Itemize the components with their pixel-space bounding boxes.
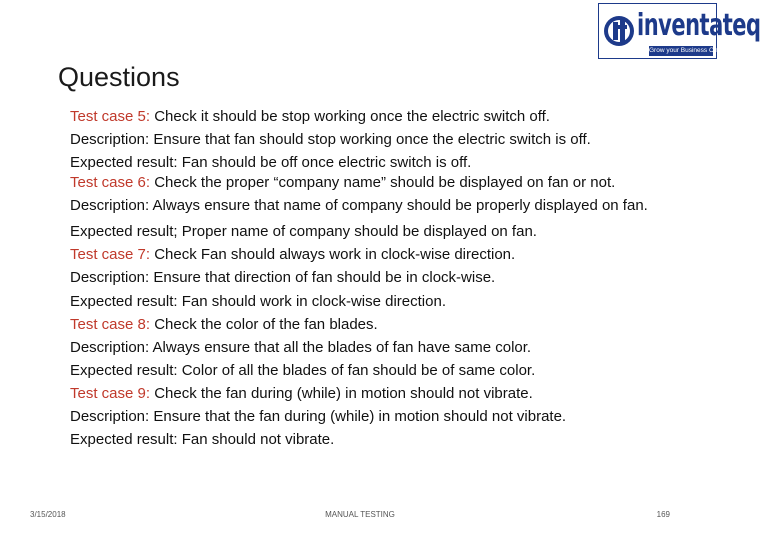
description-line [70, 197, 670, 214]
test-case-label: Test case 5: [70, 108, 151, 125]
footer-date: 3/15/2018 [30, 510, 66, 519]
logo-mark-icon [603, 9, 635, 53]
description-line [70, 266, 670, 289]
description-line [70, 405, 670, 428]
line-text: Expected result: Color of all the blades of fan should be of same color. [70, 361, 536, 379]
company-logo [598, 3, 761, 59]
line-text: Expected result: Fan should be off once electric switch is off. [70, 154, 472, 172]
test-case-label: Test case 8: [70, 315, 151, 333]
test-case-label: Test case 7: [70, 246, 151, 264]
page-number: 169 [656, 510, 670, 519]
line-text: Expected result: Fan should work in clock-wise direction. [70, 292, 446, 310]
question-line [70, 313, 670, 336]
line-text: Expected result: Fan should not vibrate. [70, 431, 335, 449]
description-line [70, 128, 670, 151]
question-line [70, 382, 670, 405]
question-line [70, 243, 670, 266]
line-text: Check the proper “company name” should be displayed on fan or not. [150, 174, 616, 192]
logo-tagline: Grow your Business Online [649, 47, 728, 54]
line-text: Description: Ensure that fan should stop working once the electric switch is off. [70, 131, 591, 149]
test-case-label: Test case 9: [70, 384, 151, 402]
questions-list [70, 105, 670, 451]
line-text: Description: Ensure that direction of fan should be in clock-wise. [70, 269, 496, 287]
logo-wordmark: inventateq [637, 7, 761, 43]
line-text: Check the fan during (while) in motion should not vibrate. [150, 384, 533, 402]
slide-title: Questions [58, 62, 180, 92]
expected-result-line [70, 290, 670, 313]
line-text: Expected result; Proper name of company should be displayed on fan. [70, 223, 537, 241]
footer-title: MANUAL TESTING [325, 510, 395, 519]
line-text: Description: Always ensure that name of company should be properly displayed on fan. [70, 197, 648, 215]
line-text: Check Fan should always work in clock-wise direction. [150, 246, 516, 264]
line-text: Check it should be stop working once the electric switch off. [150, 108, 550, 125]
expected-result-line [70, 151, 670, 174]
question-line [70, 105, 670, 128]
expected-result-line [70, 428, 670, 451]
question-line [70, 174, 670, 191]
expected-result-line [70, 220, 670, 243]
line-text: Description: Ensure that the fan during (while) in motion should not vibrate. [70, 408, 567, 426]
expected-result-line [70, 359, 670, 382]
test-case-label: Test case 6: [70, 174, 151, 192]
line-text: Description: Always ensure that all the blades of fan have same color. [70, 338, 532, 356]
description-line [70, 336, 670, 359]
line-text: Check the color of the fan blades. [150, 315, 378, 333]
